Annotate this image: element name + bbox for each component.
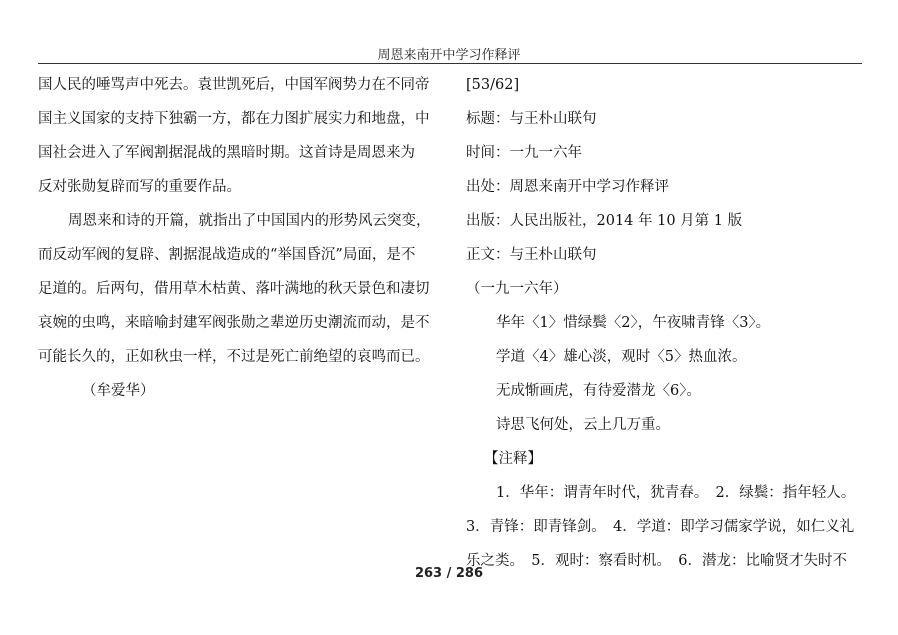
meta-title: 标题：与王朴山联句: [466, 111, 597, 127]
text-line: 周恩来和诗的开篇，就指出了中国国内的形势风云突变，: [68, 213, 431, 229]
poem-year: （一九一六年）: [466, 281, 568, 297]
notes-heading: 【注释】: [484, 451, 542, 467]
header-divider: [38, 63, 862, 64]
text-line: 国社会进入了军阀割据混战的黑暗时期。这首诗是周恩来为: [38, 145, 415, 161]
meta-text: 正文：与王朴山联句: [466, 247, 597, 263]
text-line: 可能长久的，正如秋虫一样，不过是死亡前绝望的哀鸣而已。: [38, 349, 430, 365]
note-line: 3．青锋：即青锋剑。 4．学道：即学习儒家学说，如仁义礼: [466, 519, 855, 535]
author-credit: （牟爱华）: [82, 383, 155, 399]
meta-source: 出处：周恩来南开中学习作释评: [466, 179, 669, 195]
note-line: 1．华年：谓青年时代，犹青春。 2．绿鬓：指年轻人。: [496, 485, 856, 501]
text-line: 而反动军阀的复辟、割据混战造成的“举国昏沉”局面，是不: [38, 247, 416, 263]
page-index: [53/62]: [466, 77, 520, 93]
text-line: 哀婉的虫鸣，来暗喻封建军阀张勋之辈逆历史潮流而动，是不: [38, 315, 430, 331]
meta-time: 时间：一九一六年: [466, 145, 582, 161]
meta-publisher: 出版：人民出版社，2014 年 10 月第 1 版: [466, 213, 743, 229]
right-column: [466, 68, 866, 578]
text-line: 国人民的唾骂声中死去。袁世凯死后，中国军阀势力在不同帝: [38, 77, 430, 93]
text-line: 国主义国家的支持下独霸一方，都在力图扩展实力和地盘，中: [38, 111, 430, 127]
left-column: [38, 68, 438, 408]
text-line: 反对张勋复辟而写的重要作品。: [38, 179, 241, 195]
poem-line: 华年〈1〉惜绿鬓〈2〉，午夜啸青锋〈3〉。: [496, 315, 771, 331]
poem-line: 学道〈4〉雄心淡，观时〈5〉热血浓。: [496, 349, 747, 365]
page-number: 263 / 286: [414, 566, 484, 581]
poem-line: 无成惭画虎，有待爱潜龙〈6〉。: [496, 383, 701, 399]
page-header: 周恩来南开中学习作释评: [377, 48, 521, 63]
poem-line: 诗思飞何处，云上几万重。: [496, 417, 670, 433]
note-line: 乐之类。 5．观时：察看时机。 6．潜龙：比喻贤才失时不: [466, 553, 847, 569]
text-line: 足道的。后两句，借用草木枯黄、落叶满地的秋天景色和凄切: [38, 281, 430, 297]
